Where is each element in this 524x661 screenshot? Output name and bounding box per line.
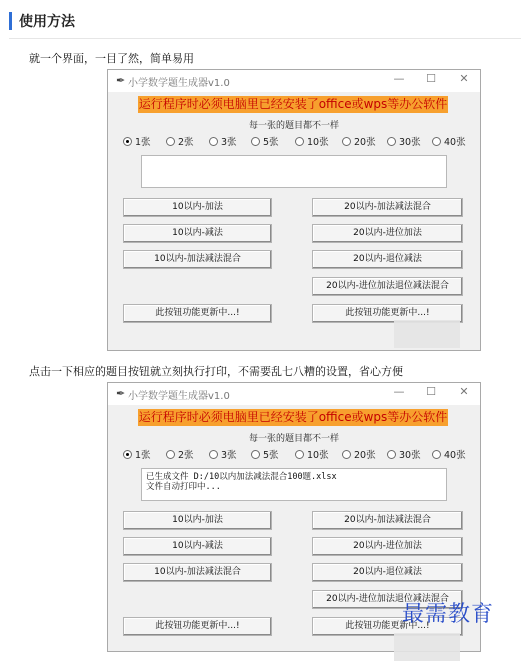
- btn-10-add[interactable]: 10以内-加法: [123, 198, 272, 217]
- warning-banner: 运行程序时必须电脑里已经安装了office或wps等办公软件: [138, 97, 448, 111]
- window-title: 小学数学题生成器v1.0: [128, 391, 230, 402]
- close-button[interactable]: ✕: [459, 385, 469, 398]
- radio-icon: [432, 137, 441, 146]
- btn-20-carry-add[interactable]: 20以内-进位加法: [312, 537, 463, 556]
- output-textbox[interactable]: [141, 155, 447, 188]
- btn-10-add[interactable]: 10以内-加法: [123, 511, 272, 530]
- radio-icon: [166, 450, 175, 459]
- btn-10-mixed[interactable]: 10以内-加法减法混合: [123, 250, 272, 269]
- btn-10-subtract[interactable]: 10以内-减法: [123, 224, 272, 243]
- warning-banner: 运行程序时必须电脑里已经安装了office或wps等办公软件: [138, 410, 448, 424]
- radio-icon: [209, 137, 218, 146]
- minimize-button[interactable]: —: [393, 72, 405, 85]
- radio-count-10[interactable]: 10张: [295, 447, 329, 461]
- radio-count-20[interactable]: 20张: [342, 134, 376, 148]
- radio-icon: [166, 137, 175, 146]
- radio-selected-icon: [123, 450, 132, 459]
- subtitle-text: 每一张的题目都不一样: [248, 434, 339, 444]
- btn-20-mixed[interactable]: 20以内-加法减法混合: [312, 198, 463, 217]
- radio-icon: [342, 137, 351, 146]
- btn-updating-right[interactable]: 此按钮功能更新中...!: [312, 617, 463, 636]
- app-window-1: [107, 69, 481, 351]
- btn-updating-right[interactable]: 此按钮功能更新中...!: [312, 304, 463, 323]
- window-title: 小学数学题生成器v1.0: [128, 78, 230, 89]
- instruction-text: 点击一下相应的题目按钮就立刻执行打印，不需要乱七八糟的设置，省心方便: [29, 365, 403, 378]
- radio-count-5[interactable]: 5张: [251, 447, 279, 461]
- btn-updating-left[interactable]: 此按钮功能更新中...!: [123, 304, 272, 323]
- section-divider: [9, 38, 521, 39]
- radio-icon: [251, 137, 260, 146]
- radio-count-1[interactable]: 1张: [123, 447, 151, 461]
- window-titlebar: [108, 70, 480, 92]
- app-feather-icon: ✒: [116, 74, 126, 87]
- radio-count-20[interactable]: 20张: [342, 447, 376, 461]
- radio-icon: [251, 450, 260, 459]
- minimize-button[interactable]: —: [393, 385, 405, 398]
- window-titlebar: [108, 383, 480, 405]
- radio-count-30[interactable]: 30张: [387, 447, 421, 461]
- radio-icon: [432, 450, 441, 459]
- radio-count-5[interactable]: 5张: [251, 134, 279, 148]
- btn-20-carry-add[interactable]: 20以内-进位加法: [312, 224, 463, 243]
- btn-20-borrow-subtract[interactable]: 20以内-退位减法: [312, 563, 463, 582]
- radio-count-3[interactable]: 3张: [209, 134, 237, 148]
- radio-count-40[interactable]: 40张: [432, 134, 466, 148]
- section-title: 使用方法: [19, 14, 75, 30]
- btn-20-carry-borrow-mixed[interactable]: 20以内-进位加法退位减法混合: [312, 590, 463, 609]
- radio-count-2[interactable]: 2张: [166, 447, 194, 461]
- blurred-area: [394, 320, 460, 348]
- btn-20-mixed[interactable]: 20以内-加法减法混合: [312, 511, 463, 530]
- radio-count-10[interactable]: 10张: [295, 134, 329, 148]
- radio-count-2[interactable]: 2张: [166, 134, 194, 148]
- radio-count-3[interactable]: 3张: [209, 447, 237, 461]
- radio-icon: [387, 137, 396, 146]
- radio-icon: [342, 450, 351, 459]
- blurred-area: [394, 633, 460, 661]
- section-header: [0, 8, 524, 36]
- app-feather-icon: ✒: [116, 387, 126, 400]
- btn-10-subtract[interactable]: 10以内-减法: [123, 537, 272, 556]
- btn-updating-left[interactable]: 此按钮功能更新中...!: [123, 617, 272, 636]
- btn-20-carry-borrow-mixed[interactable]: 20以内-进位加法退位减法混合: [312, 277, 463, 296]
- radio-selected-icon: [123, 137, 132, 146]
- watermark-logo-text: 最需教育: [402, 602, 495, 627]
- intro-text: 就一个界面，一目了然，简单易用: [29, 52, 194, 65]
- close-button[interactable]: ✕: [459, 72, 469, 85]
- section-accent-bar: [9, 12, 12, 30]
- maximize-button[interactable]: ☐: [426, 72, 436, 85]
- radio-icon: [387, 450, 396, 459]
- maximize-button[interactable]: ☐: [426, 385, 436, 398]
- radio-count-30[interactable]: 30张: [387, 134, 421, 148]
- btn-20-borrow-subtract[interactable]: 20以内-退位减法: [312, 250, 463, 269]
- radio-icon: [209, 450, 218, 459]
- output-textbox[interactable]: 已生成文件 D:/10以内加法减法混合100题.xlsx 文件自动打印中...: [141, 468, 447, 501]
- radio-icon: [295, 137, 304, 146]
- subtitle-text: 每一张的题目都不一样: [248, 121, 339, 131]
- radio-count-1[interactable]: 1张: [123, 134, 151, 148]
- radio-icon: [295, 450, 304, 459]
- btn-10-mixed[interactable]: 10以内-加法减法混合: [123, 563, 272, 582]
- radio-count-40[interactable]: 40张: [432, 447, 466, 461]
